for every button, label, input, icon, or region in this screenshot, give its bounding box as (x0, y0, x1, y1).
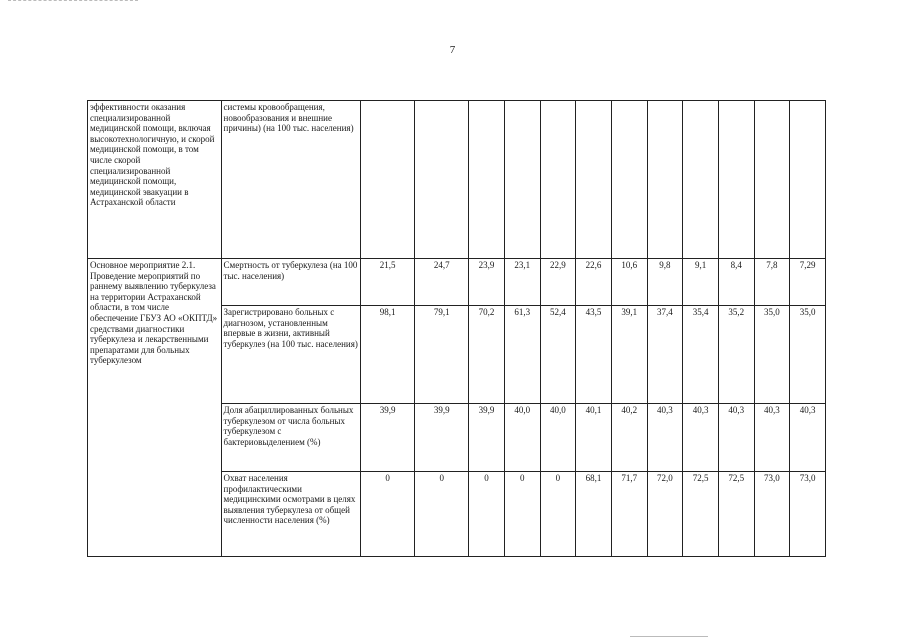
value-cell: 22,6 (576, 259, 612, 306)
value-cell: 68,1 (576, 472, 612, 557)
value-cell: 40,3 (647, 404, 683, 472)
value-cell: 79,1 (415, 306, 469, 404)
event-cell-continuation: эффективности оказания специализированной медицинской помощи, включая высокотехнологичную, и скорой медицинской помощи, в том числе скорой специализированной медицинской помощи, медицинской эвакуации в Астраханской области (88, 101, 222, 259)
scan-edge-mark (630, 636, 708, 638)
value-cell: 39,9 (415, 404, 469, 472)
value-cell: 40,1 (576, 404, 612, 472)
indicator-name: Зарегистрировано больных с диагнозом, установленным впервые в жизни, активный туберкулез (на 100 тыс. населения) (221, 306, 361, 404)
value-cell: 0 (469, 472, 505, 557)
value-cell: 52,4 (540, 306, 576, 404)
value-cell: 7,29 (790, 259, 826, 306)
value-cell: 72,0 (647, 472, 683, 557)
table-row-mortality (88, 259, 826, 306)
value-cell: 40,3 (790, 404, 826, 472)
table-row-continuation (88, 101, 826, 259)
indicator-name: Смертность от туберкулеза (на 100 тыс. населения) (221, 259, 361, 306)
value-cell: 72,5 (683, 472, 719, 557)
value-cell: 35,4 (683, 306, 719, 404)
indicator-name: Доля абациллированных больных туберкулезом от числа больных туберкулезом с бактериовыделением (%) (221, 404, 361, 472)
event-cell-2-1: Основное мероприятие 2.1. Проведение мероприятий по раннему выявлению туберкулеза на территории Астраханской области, в том числе обеспечение ГБУЗ АО «ОКПТД» средствами диагностики туберкулеза и лекарственными препаратами для больных туберкулезом (88, 259, 222, 557)
value-cell: 73,0 (790, 472, 826, 557)
value-cell: 98,1 (361, 306, 415, 404)
value-cell: 9,1 (683, 259, 719, 306)
value-cell: 70,2 (469, 306, 505, 404)
value-cell: 0 (361, 472, 415, 557)
indicators-table (87, 100, 826, 557)
value-cell: 43,5 (576, 306, 612, 404)
value-cell: 40,3 (718, 404, 754, 472)
value-cell: 39,9 (469, 404, 505, 472)
value-cell: 9,8 (647, 259, 683, 306)
value-cell: 10,6 (611, 259, 647, 306)
value-cell: 0 (540, 472, 576, 557)
value-cell: 73,0 (754, 472, 790, 557)
value-cell: 40,3 (683, 404, 719, 472)
value-cell: 24,7 (415, 259, 469, 306)
indicator-name: Охват населения профилактическими медицинскими осмотрами в целях выявления туберкулеза от общей численности населения (%) (221, 472, 361, 557)
value-cell: 23,1 (504, 259, 540, 306)
value-cell: 21,5 (361, 259, 415, 306)
value-cell: 40,2 (611, 404, 647, 472)
value-cell: 23,9 (469, 259, 505, 306)
value-cell: 40,0 (540, 404, 576, 472)
value-cell: 61,3 (504, 306, 540, 404)
value-cell: 71,7 (611, 472, 647, 557)
value-cell: 7,8 (754, 259, 790, 306)
value-cell: 35,2 (718, 306, 754, 404)
value-cell: 72,5 (718, 472, 754, 557)
value-cell: 0 (415, 472, 469, 557)
value-cell: 0 (504, 472, 540, 557)
scan-edge-mark (8, 0, 138, 2)
value-cell: 39,9 (361, 404, 415, 472)
value-cell: 35,0 (754, 306, 790, 404)
value-cell: 8,4 (718, 259, 754, 306)
value-cell: 40,0 (504, 404, 540, 472)
value-cell: 39,1 (611, 306, 647, 404)
indicator-cell-continuation: системы кровообращения, новообразования и внешние причины) (на 100 тыс. населения) (221, 101, 361, 259)
value-cell: 40,3 (754, 404, 790, 472)
value-cell: 37,4 (647, 306, 683, 404)
value-cell: 35,0 (790, 306, 826, 404)
value-cell: 22,9 (540, 259, 576, 306)
page-number: 7 (449, 44, 456, 56)
